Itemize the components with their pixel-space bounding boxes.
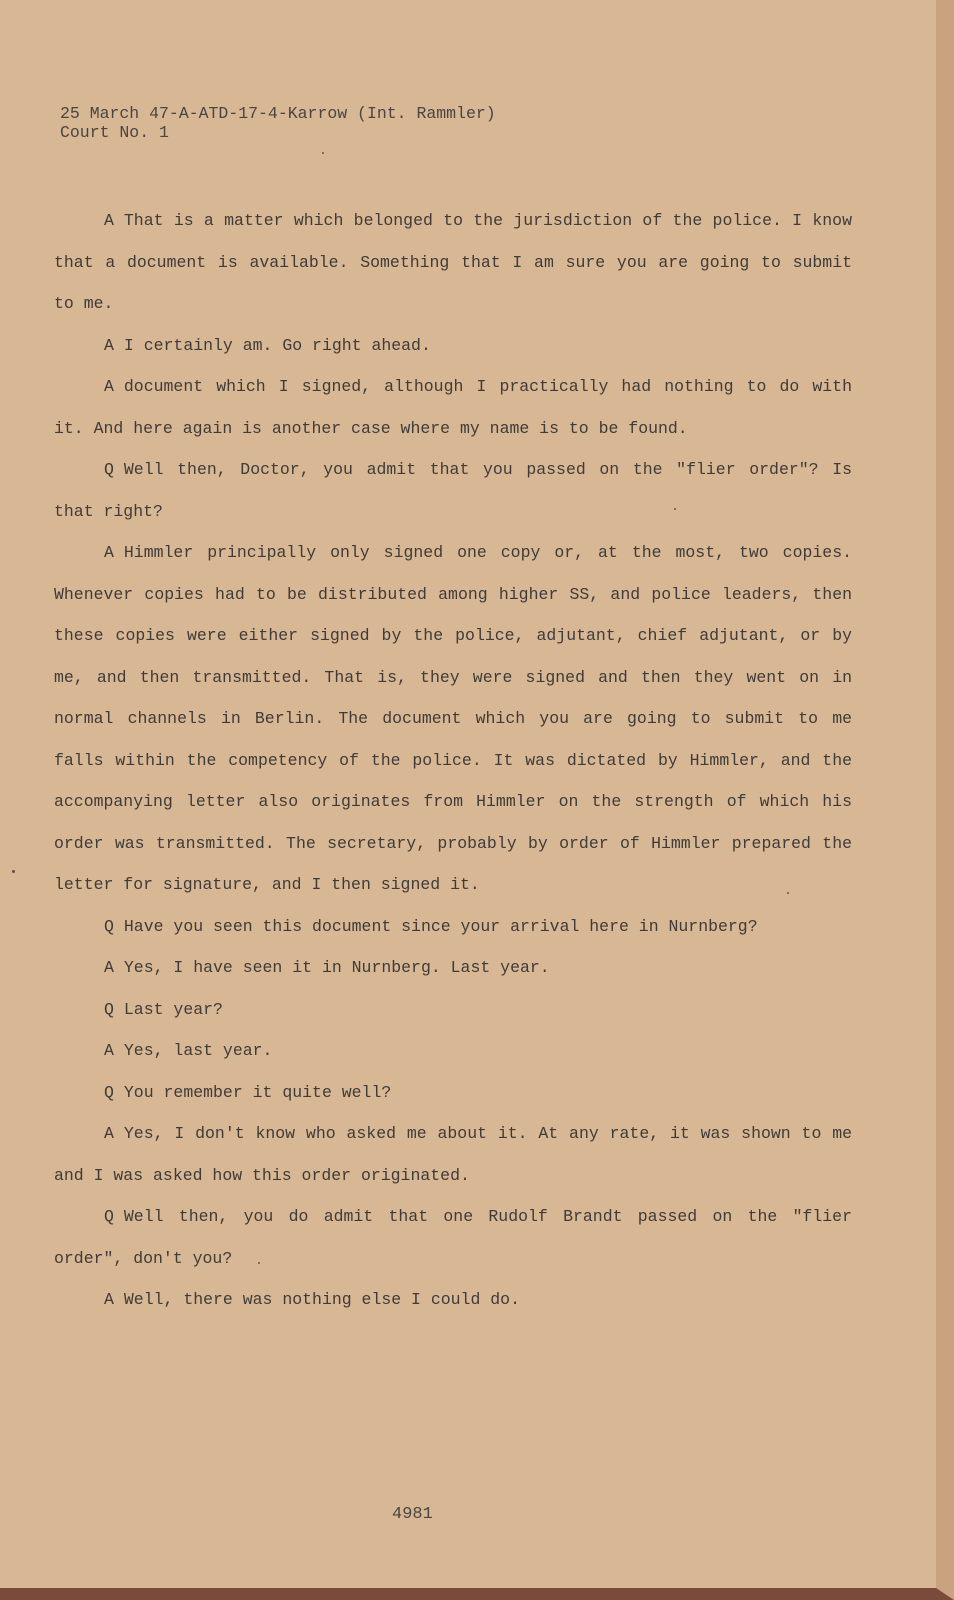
header-line-date-case: 25 March 47-A-ATD-17-4-Karrow (Int. Rammler) — [60, 104, 496, 123]
transcript-body — [54, 200, 852, 1321]
speaker-label: A — [104, 335, 114, 355]
transcript-paragraph — [54, 325, 852, 367]
transcript-paragraph — [54, 366, 852, 449]
speaker-label: A — [104, 1041, 114, 1060]
paragraph-text: Have you seen this document since your arrival here in Nurnberg? — [123, 916, 758, 936]
speaker-label: A — [104, 958, 114, 977]
speaker-label: Q — [104, 916, 114, 936]
paragraph-text: Well, there was nothing else I could do. — [123, 1290, 520, 1309]
paragraph-text: Last year? — [123, 999, 223, 1019]
paper-speck — [787, 892, 789, 894]
header-line-court: Court No. 1 — [60, 123, 169, 142]
speaker-label: Q — [104, 1082, 114, 1102]
transcript-paragraph — [54, 1113, 852, 1196]
speaker-label: Q — [104, 460, 114, 479]
speaker-label: A — [104, 1290, 114, 1309]
paragraph-text: That is a matter which belonged to the jurisdiction of the police. I know that a document is available. Something that I am sure you are going to submit to me. — [54, 211, 852, 313]
paragraph-text: Yes, last year. — [123, 1041, 273, 1060]
transcript-paragraph — [54, 1030, 852, 1072]
transcript-paragraph — [54, 449, 852, 532]
speaker-label: A — [104, 543, 114, 562]
transcript-paragraph — [54, 947, 852, 989]
paragraph-text: document which I signed, although I practically had nothing to do with it. And here again is another case where my name is to be found. — [54, 377, 852, 438]
speaker-label: Q — [104, 1207, 114, 1226]
speaker-label: A — [104, 211, 114, 230]
paragraph-text: Himmler principally only signed one copy or, at the most, two copies. Whenever copies had to be distributed among higher SS, and police leaders, then these copies were either signed by the police, adjutant, chief adjutant, or by me, and then transmitted. That is, they were signed and then they went on in normal channels in Berlin. The document which you are going to submit to me falls within the competency of the police. It was dictated by Himmler, and the accompanying letter also originates from Himmler on the strength of which his order was transmitted. The secretary, probably by order of Himmler prepared the letter for signature, and I then signed it. — [54, 543, 852, 894]
transcript-paragraph — [54, 1279, 852, 1321]
document-header — [60, 104, 496, 142]
paper-speck — [322, 152, 324, 154]
speaker-label: A — [104, 1124, 114, 1143]
paragraph-text: I certainly am. Go right ahead. — [123, 335, 431, 355]
paper-speck — [674, 508, 676, 510]
paragraph-text: Yes, I don't know who asked me about it. At any rate, it was shown to me and I was asked how this order originated. — [54, 1124, 852, 1185]
speaker-label: A — [104, 377, 114, 396]
paper-speck — [12, 870, 15, 873]
speaker-label: Q — [104, 999, 114, 1019]
transcript-paragraph — [54, 989, 852, 1031]
paragraph-text: Well then, you do admit that one Rudolf Brandt passed on the "flier order", don't you? — [54, 1207, 852, 1268]
transcript-paragraph — [54, 200, 852, 325]
paragraph-text: Yes, I have seen it in Nurnberg. Last year. — [123, 958, 550, 977]
transcript-paragraph — [54, 532, 852, 906]
transcript-paragraph — [54, 1196, 852, 1279]
paper-speck — [258, 1262, 260, 1264]
transcript-paragraph — [54, 1072, 852, 1114]
transcript-paragraph — [54, 906, 852, 948]
page-number: 4981 — [392, 1505, 433, 1524]
paragraph-text: Well then, Doctor, you admit that you passed on the "flier order"? Is that right? — [54, 460, 852, 521]
paragraph-text: You remember it quite well? — [123, 1082, 392, 1102]
